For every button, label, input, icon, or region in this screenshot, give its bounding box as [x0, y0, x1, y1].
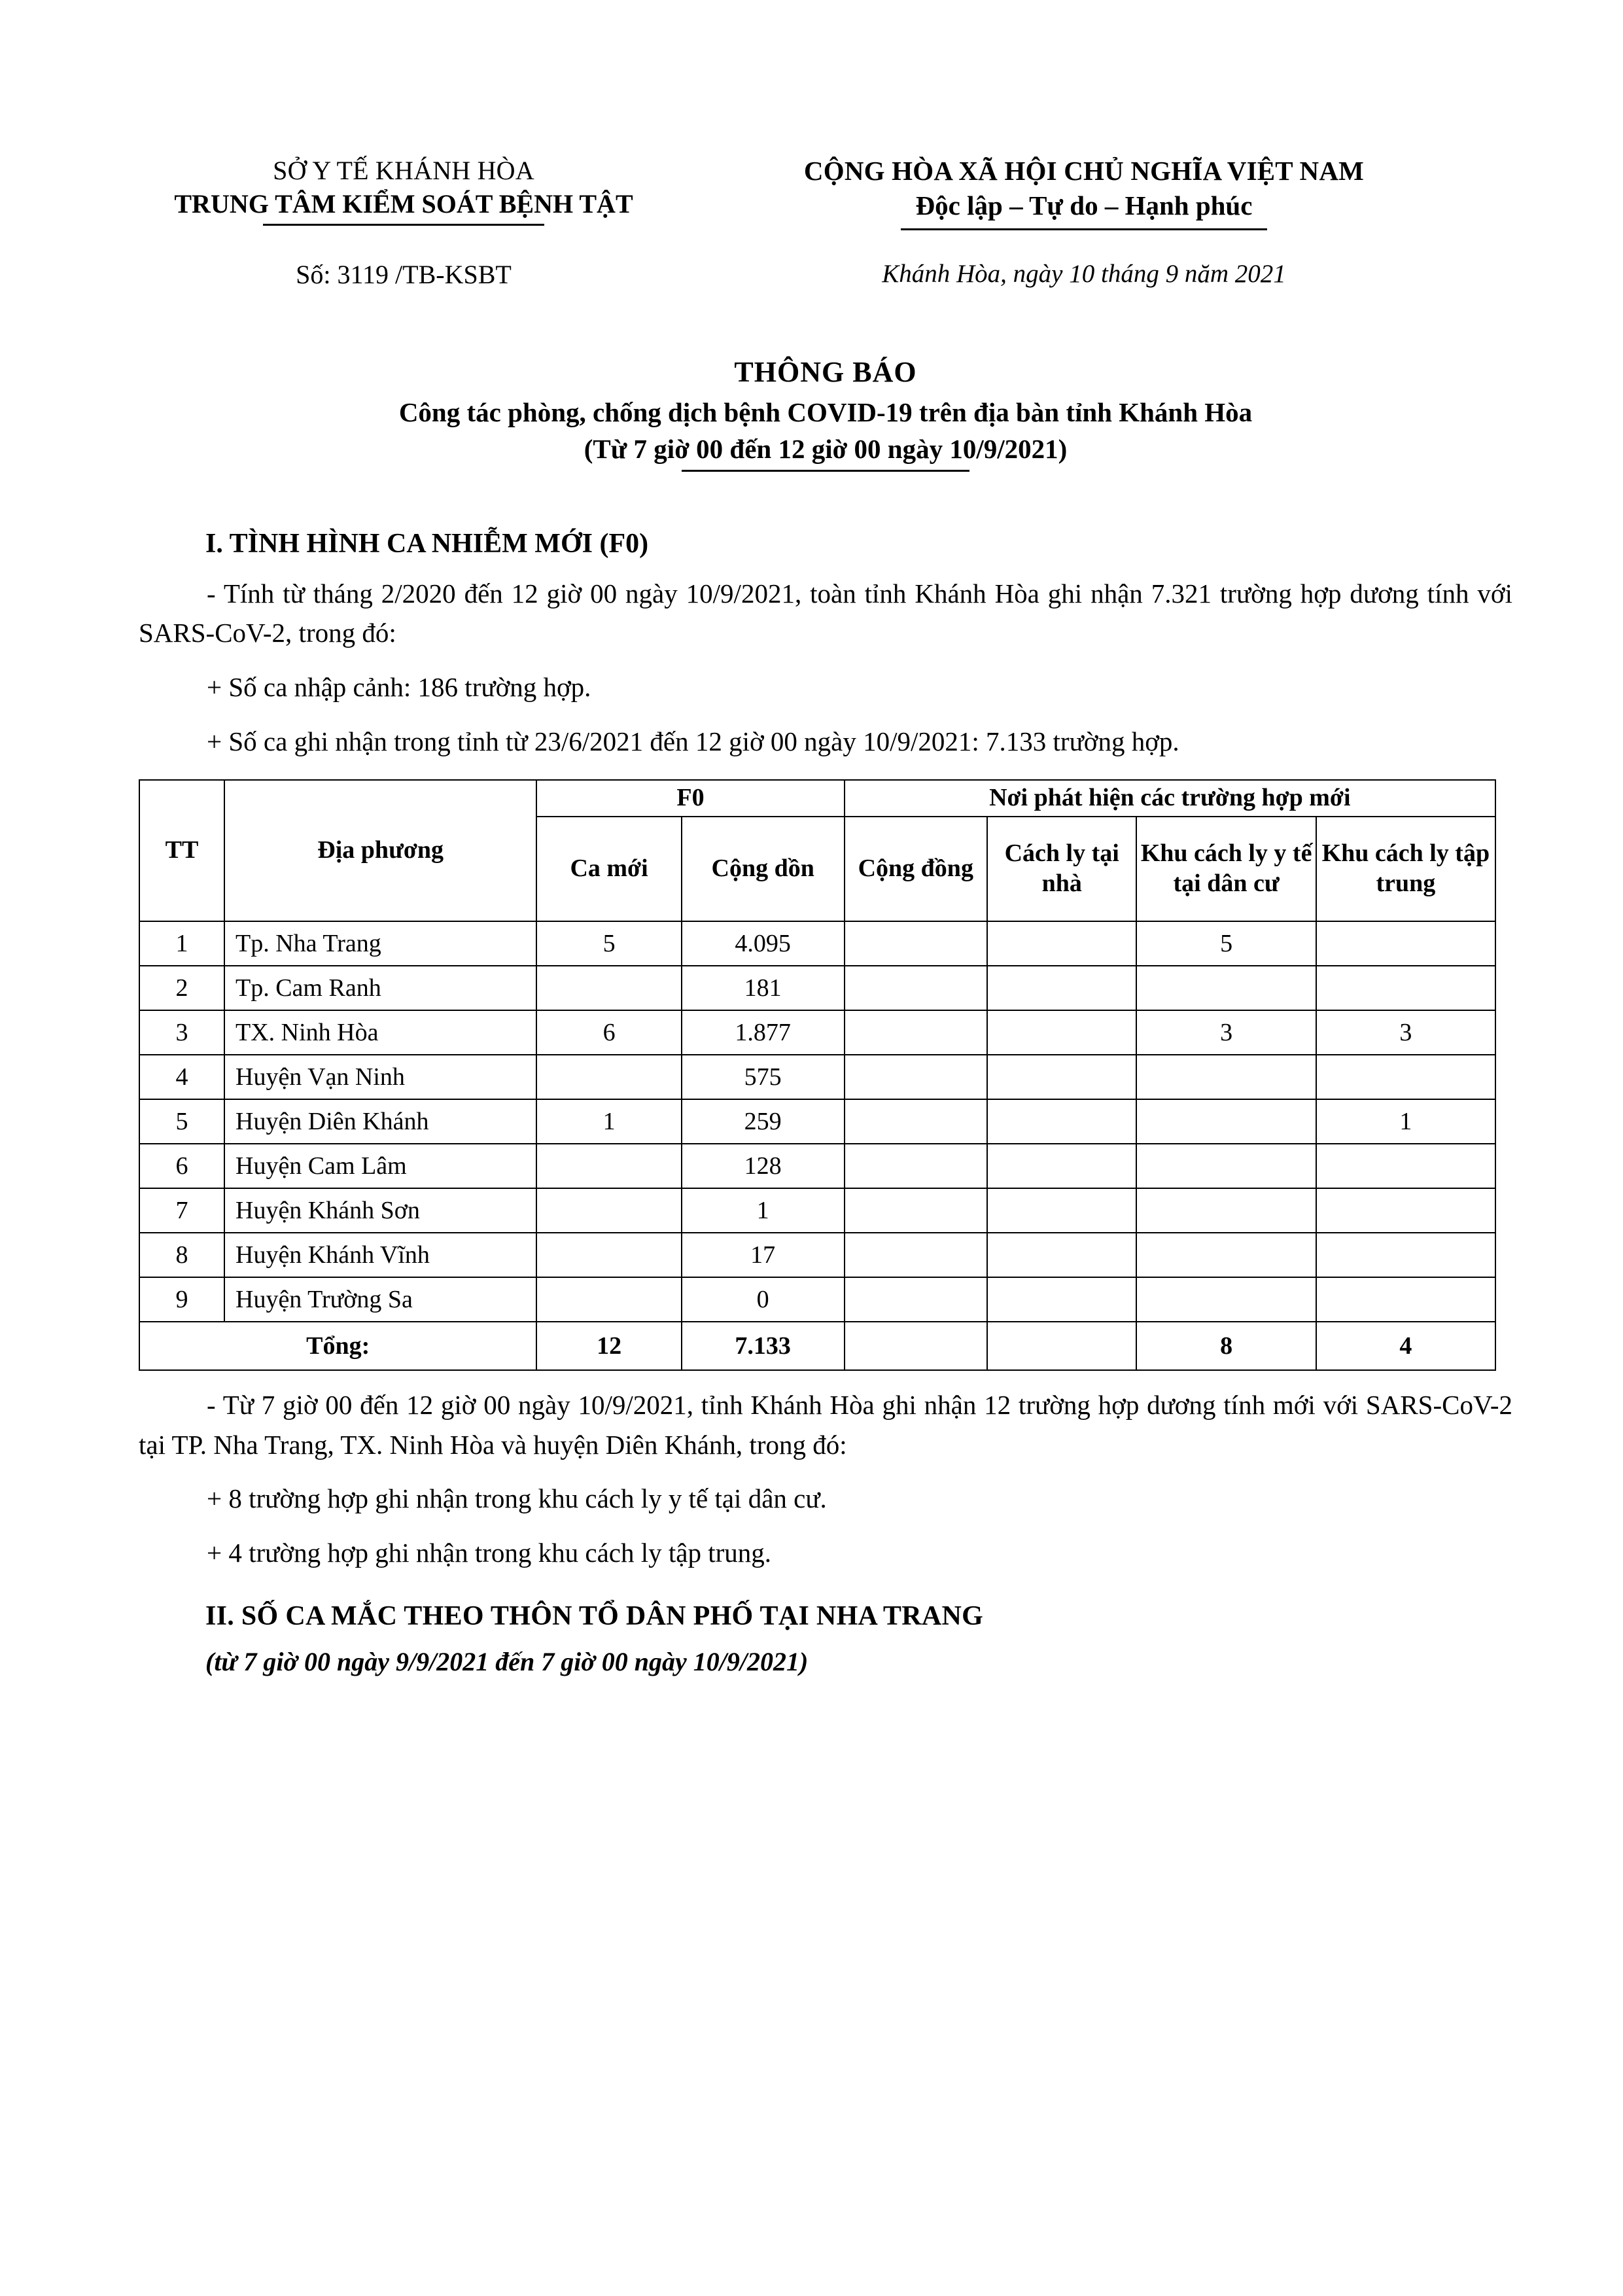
cell-cumulative: 181 [682, 966, 845, 1010]
cell-tt: 3 [139, 1010, 224, 1055]
cell-locality: Tp. Cam Ranh [224, 966, 536, 1010]
cell-central-quarantine [1316, 921, 1495, 966]
table-body [139, 921, 1495, 1370]
title-period: (Từ 7 giờ 00 đến 12 giờ 00 ngày 10/9/2021) [584, 433, 1068, 464]
cell-cumulative: 128 [682, 1144, 845, 1188]
title-block [139, 355, 1512, 472]
document-number [139, 259, 655, 290]
header-tt: TT [139, 780, 224, 921]
cell-residential-quarantine [1136, 1233, 1316, 1277]
table-row [139, 1099, 1495, 1144]
national-heading [655, 154, 1512, 230]
cell-tt: 9 [139, 1277, 224, 1322]
place-and-date: Khánh Hòa, ngày 10 tháng 9 năm 2021 [882, 259, 1286, 288]
cell-total-cumulative: 7.133 [682, 1322, 845, 1370]
document-subheader [139, 259, 1512, 290]
cell-locality: TX. Ninh Hòa [224, 1010, 536, 1055]
cell-central-quarantine: 3 [1316, 1010, 1495, 1055]
document-number-suffix: /TB-KSBT [395, 259, 512, 289]
cell-central-quarantine [1316, 1144, 1495, 1188]
section-2-subheading: (từ 7 giờ 00 ngày 9/9/2021 đến 7 giờ 00 ngày 10/9/2021) [205, 1646, 809, 1676]
cell-cumulative: 4.095 [682, 921, 845, 966]
cell-new-cases [536, 1188, 681, 1233]
section-1-paragraph-4: - Từ 7 giờ 00 đến 12 giờ 00 ngày 10/9/2021, tỉnh Khánh Hòa ghi nhận 12 trường hợp dương tính mới với SARS-CoV-2 tại TP. Nha Trang, TX. Ninh Hòa và huyện Diên Khánh, trong đó: [139, 1389, 1512, 1460]
covid-cases-table [139, 779, 1496, 1371]
cell-cumulative: 575 [682, 1055, 845, 1099]
table-row [139, 1277, 1495, 1322]
country-name: CỘNG HÒA XÃ HỘI CHỦ NGHĨA VIỆT NAM [803, 156, 1365, 186]
cell-community [845, 1099, 987, 1144]
cell-new-cases [536, 1277, 681, 1322]
header-cumulative: Cộng dồn [682, 817, 845, 921]
cell-cumulative: 1.877 [682, 1010, 845, 1055]
header-group-f0: F0 [536, 780, 844, 817]
cell-home-quarantine [987, 1144, 1137, 1188]
org-divider [263, 224, 544, 226]
cell-tt: 2 [139, 966, 224, 1010]
cell-home-quarantine [987, 1233, 1137, 1277]
cell-home-quarantine [987, 1188, 1137, 1233]
page-title: THÔNG BÁO [734, 355, 917, 388]
cell-central-quarantine [1316, 1277, 1495, 1322]
table-total-row [139, 1322, 1495, 1370]
cell-community [845, 966, 987, 1010]
cell-central-quarantine: 1 [1316, 1099, 1495, 1144]
header-central-quarantine: Khu cách ly tập trung [1316, 817, 1495, 921]
cell-community [845, 1233, 987, 1277]
cell-locality: Huyện Trường Sa [224, 1277, 536, 1322]
cell-total-new-cases: 12 [536, 1322, 681, 1370]
table-row [139, 966, 1495, 1010]
cell-total-home-quarantine [987, 1322, 1137, 1370]
table-row [139, 1010, 1495, 1055]
table-row [139, 1055, 1495, 1099]
cell-tt: 5 [139, 1099, 224, 1144]
header-locality: Địa phương [224, 780, 536, 921]
cell-home-quarantine [987, 1277, 1137, 1322]
cell-home-quarantine [987, 966, 1137, 1010]
cell-locality: Huyện Vạn Ninh [224, 1055, 536, 1099]
cell-total-community [845, 1322, 987, 1370]
title-divider [682, 470, 969, 472]
title-subtitle: Công tác phòng, chống dịch bệnh COVID-19 trên địa bàn tỉnh Khánh Hòa [398, 397, 1253, 427]
cell-new-cases: 1 [536, 1099, 681, 1144]
cell-central-quarantine [1316, 966, 1495, 1010]
cell-central-quarantine [1316, 1188, 1495, 1233]
section-1-paragraph-6: + 4 trường hợp ghi nhận trong khu cách ly tập trung. [207, 1537, 772, 1568]
cell-community [845, 1277, 987, 1322]
cell-tt: 6 [139, 1144, 224, 1188]
cell-new-cases [536, 1233, 681, 1277]
section-1-heading: I. TÌNH HÌNH CA NHIỄM MỚI (F0) [205, 528, 649, 559]
document-content [139, 154, 1512, 1677]
cell-residential-quarantine [1136, 1188, 1316, 1233]
document-number-label: Số: [296, 259, 331, 289]
cell-tt: 8 [139, 1233, 224, 1277]
header-community: Cộng đồng [845, 817, 987, 921]
cell-locality: Huyện Khánh Vĩnh [224, 1233, 536, 1277]
section-1-paragraph-5: + 8 trường hợp ghi nhận trong khu cách ly y tế tại dân cư. [207, 1483, 827, 1514]
cell-cumulative: 1 [682, 1188, 845, 1233]
cell-new-cases: 6 [536, 1010, 681, 1055]
cell-residential-quarantine [1136, 966, 1316, 1010]
table-header-row-groups [139, 780, 1495, 817]
section-1-paragraph-1: - Tính từ tháng 2/2020 đến 12 giờ 00 ngày 10/9/2021, toàn tỉnh Khánh Hòa ghi nhận 7.321 trường hợp dương tính với SARS-CoV-2, trong đó: [139, 578, 1512, 648]
cell-residential-quarantine: 3 [1136, 1010, 1316, 1055]
section-2-heading: II. SỐ CA MẮC THEO THÔN TỔ DÂN PHỐ TẠI NHA TRANG [205, 1600, 984, 1631]
cell-locality: Tp. Nha Trang [224, 921, 536, 966]
cell-community [845, 1188, 987, 1233]
cell-locality: Huyện Cam Lâm [224, 1144, 536, 1188]
header-residential-quarantine: Khu cách ly y tế tại dân cư [1136, 817, 1316, 921]
cell-home-quarantine [987, 1010, 1137, 1055]
table-row [139, 1233, 1495, 1277]
header-new-cases: Ca mới [536, 817, 681, 921]
cell-new-cases: 5 [536, 921, 681, 966]
cell-locality: Huyện Khánh Sơn [224, 1188, 536, 1233]
cell-home-quarantine [987, 1055, 1137, 1099]
cell-residential-quarantine: 5 [1136, 921, 1316, 966]
cell-community [845, 1144, 987, 1188]
cell-residential-quarantine [1136, 1144, 1316, 1188]
cell-home-quarantine [987, 921, 1137, 966]
cell-residential-quarantine [1136, 1099, 1316, 1144]
table-row [139, 921, 1495, 966]
document-header [139, 154, 1512, 230]
cell-central-quarantine [1316, 1233, 1495, 1277]
cell-residential-quarantine [1136, 1277, 1316, 1322]
cell-community [845, 921, 987, 966]
cell-tt: 1 [139, 921, 224, 966]
center-name: TRUNG TÂM KIỂM SOÁT BỆNH TẬT [174, 189, 633, 219]
cell-community [845, 1055, 987, 1099]
cell-community [845, 1010, 987, 1055]
cell-tt: 4 [139, 1055, 224, 1099]
motto-divider [901, 228, 1267, 230]
table-row [139, 1188, 1495, 1233]
cell-new-cases [536, 966, 681, 1010]
cell-total-residential-quarantine: 8 [1136, 1322, 1316, 1370]
header-group-detection-place: Nơi phát hiện các trường hợp mới [845, 780, 1495, 817]
cell-new-cases [536, 1055, 681, 1099]
cell-residential-quarantine [1136, 1055, 1316, 1099]
cell-cumulative: 0 [682, 1277, 845, 1322]
section-1-paragraph-2: + Số ca nhập cảnh: 186 trường hợp. [207, 671, 591, 702]
issuing-organization [139, 154, 655, 226]
header-home-quarantine: Cách ly tại nhà [987, 817, 1137, 921]
document-number-value: 3119 [337, 259, 389, 289]
section-1-paragraph-3: + Số ca ghi nhận trong tỉnh từ 23/6/2021 đến 12 giờ 00 ngày 10/9/2021: 7.133 trường hợp. [207, 726, 1179, 756]
cell-home-quarantine [987, 1099, 1137, 1144]
table-row [139, 1144, 1495, 1188]
cell-new-cases [536, 1144, 681, 1188]
cell-locality: Huyện Diên Khánh [224, 1099, 536, 1144]
cell-cumulative: 259 [682, 1099, 845, 1144]
cell-tt: 7 [139, 1188, 224, 1233]
department-name: SỞ Y TẾ KHÁNH HÒA [273, 156, 534, 185]
cell-total-label: Tổng: [139, 1322, 536, 1370]
country-motto: Độc lập – Tự do – Hạnh phúc [915, 190, 1253, 221]
cell-cumulative: 17 [682, 1233, 845, 1277]
cell-central-quarantine [1316, 1055, 1495, 1099]
cell-total-central-quarantine: 4 [1316, 1322, 1495, 1370]
